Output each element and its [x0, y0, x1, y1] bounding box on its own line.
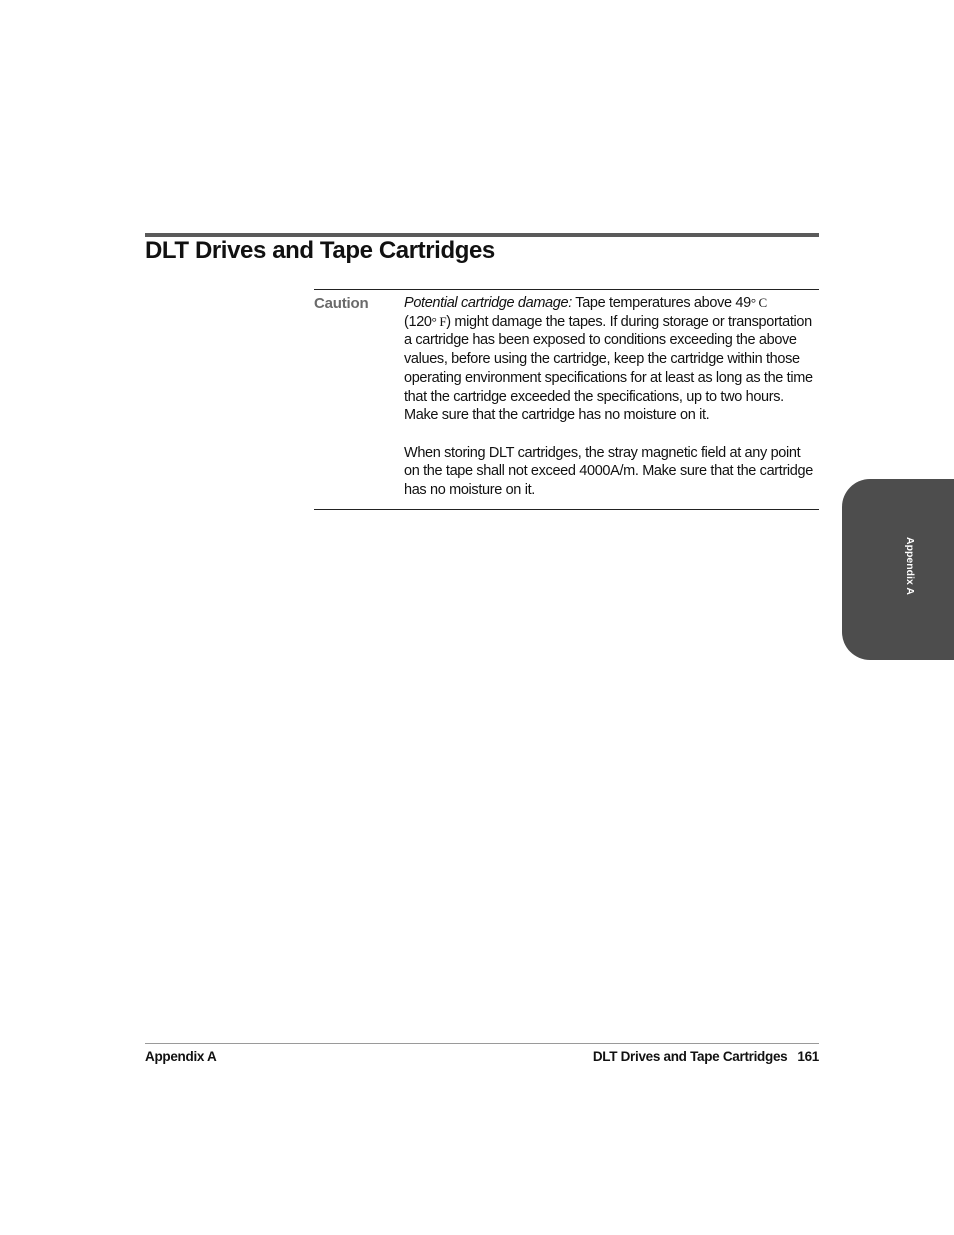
- caution-text-part3: ) might damage the tapes. If during storage or transportation a cartridge has been exposed to conditions exceeding the above values, before using the cartridge, keep the cartridge within those operating environment specifications for at least as long as the time that the cartridge exceeded the specifications, up to two hours. Make sure that the cartridge has no moisture on it.: [404, 313, 813, 424]
- caution-callout: [314, 289, 819, 510]
- footer-rule: [145, 1043, 819, 1044]
- caution-body: [404, 294, 819, 500]
- side-tab-label: Appendix A: [904, 537, 916, 595]
- caution-label: Caution: [314, 295, 369, 312]
- fahrenheit-unit: ° F: [431, 313, 447, 329]
- caution-lead: Potential cartridge damage:: [404, 295, 572, 311]
- footer-running-title: [593, 1048, 819, 1066]
- appendix-side-tab: [842, 479, 954, 660]
- caution-paragraph-temperature: [404, 294, 819, 425]
- caution-paragraph-magnetic: When storing DLT cartridges, the stray magnetic field at any point on the tape shall not exceed 4000A/m. Make sure that the cartridge has no moisture on it.: [404, 444, 813, 499]
- caution-text-part1: Tape temperatures above 49: [571, 295, 751, 311]
- footer-title: DLT Drives and Tape Cartridges: [592, 1049, 788, 1064]
- footer-chapter: Appendix A: [145, 1049, 217, 1064]
- section-title: DLT Drives and Tape Cartridges: [145, 237, 495, 264]
- page-number: 161: [797, 1049, 819, 1064]
- caution-text-part2: (120: [404, 313, 432, 330]
- celsius-unit: ° C: [750, 295, 767, 310]
